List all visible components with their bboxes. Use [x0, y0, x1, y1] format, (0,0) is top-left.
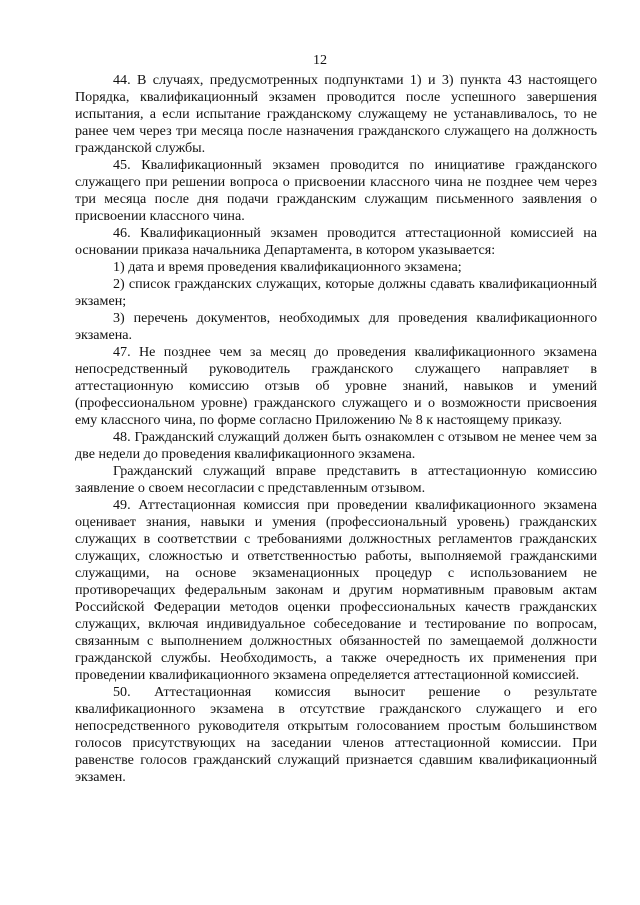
- paragraph-44: 44. В случаях, предусмотренных подпунктами 1) и 3) пункта 43 настоящего Порядка, квалификационный экзамен проводится после успешного завершения испытания, а если испытание гражданскому служащему не устанавливалось, то не ранее чем через три месяца после назначения гражданского служащего на должность гражданской службы.: [75, 72, 597, 156]
- paragraph-48: 48. Гражданский служащий должен быть ознакомлен с отзывом не менее чем за две недели до проведения квалификационного экзамена.: [75, 429, 597, 462]
- list-item-2: 2) список гражданских служащих, которые должны сдавать квалификационный экзамен;: [75, 276, 597, 309]
- paragraph-45: 45. Квалификационный экзамен проводится по инициативе гражданского служащего при решении вопроса о присвоении классного чина не позднее чем через три месяца после дня подачи гражданским служащим письменного заявления о присвоении классного чина.: [75, 157, 597, 224]
- paragraph-46: 46. Квалификационный экзамен проводится аттестационной комиссией на основании приказа начальника Департамента, в котором указывается:: [75, 225, 597, 258]
- list-item-1: 1) дата и время проведения квалификационного экзамена;: [113, 259, 462, 275]
- page-number: 12: [312, 52, 328, 68]
- document-body: [75, 72, 597, 786]
- list-item-3: 3) перечень документов, необходимых для проведения квалификационного экзамена.: [75, 310, 597, 343]
- paragraph-49: 49. Аттестационная комиссия при проведении квалификационного экзамена оценивает знания, навыки и умения (профессиональный уровень) гражданских служащих в соответствии с требованиями должностных регламентов гражданских служащих, сложностью и ответственностью работы, выполняемой гражданскими служащими, на основе экзаменационных процедур с использованием не противоречащих федеральным законам и другим нормативным правовым актам Российской Федерации методов оценки профессиональных качеств гражданских служащих, включая индивидуальное собеседование и тестирование по вопросам, связанным с выполнением должностных обязанностей по замещаемой должности гражданской службы. Необходимость, а также очередность их применения при проведении квалификационного экзамена определяется аттестационной комиссией.: [75, 497, 597, 683]
- paragraph-47: 47. Не позднее чем за месяц до проведения квалификационного экзамена непосредственный руководитель гражданского служащего направляет в аттестационную комиссию отзыв об уровне знаний, навыков и умений (профессиональном уровне) гражданского служащего и о возможности присвоения ему классного чина, по форме согласно Приложению № 8 к настоящему приказу.: [75, 344, 597, 428]
- paragraph-48-continued: Гражданский служащий вправе представить в аттестационную комиссию заявление о своем несогласии с представленным отзывом.: [75, 463, 597, 496]
- paragraph-50: 50. Аттестационная комиссия выносит решение о результате квалификационного экзамена в отсутствие гражданского служащего и его непосредственного руководителя открытым голосованием простым большинством голосов присутствующих на заседании членов аттестационной комиссии. При равенстве голосов гражданский служащий признается сдавшим квалификационный экзамен.: [75, 684, 597, 785]
